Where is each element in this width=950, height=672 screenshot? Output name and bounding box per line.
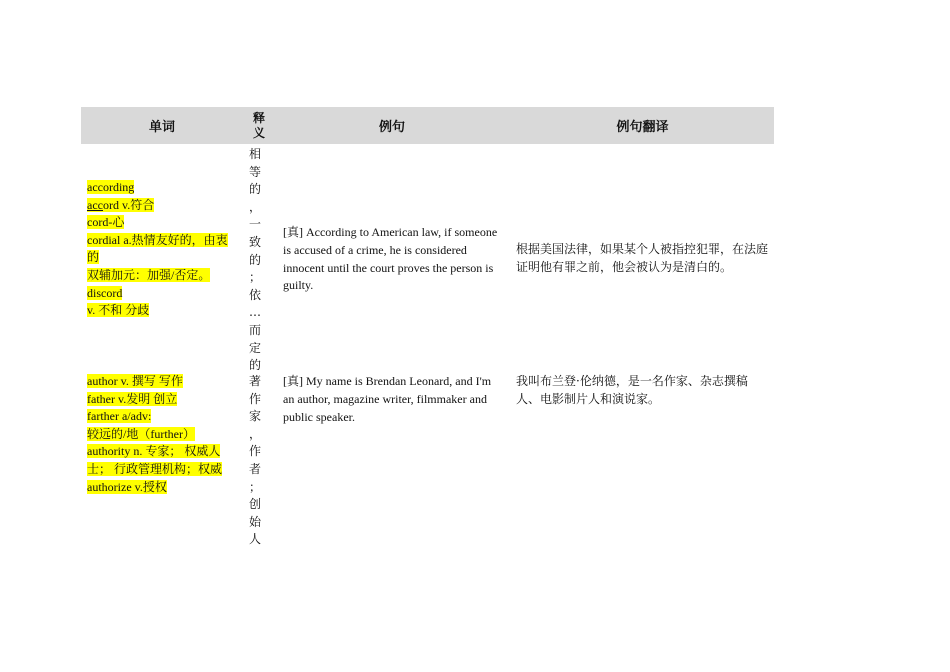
- definition-char: 的: [248, 252, 261, 267]
- definition-char: 创: [248, 497, 261, 512]
- definition-char: 致: [248, 234, 261, 249]
- word-line: authority n. 专家； 权威人士； 行政管理机构；权威: [87, 444, 223, 476]
- definition-char: …: [249, 305, 261, 320]
- row-1-translation: 根据美国法律，如果某个人被指控犯罪，在法庭证明他有罪之前，他会被认为是清白的。: [516, 242, 769, 274]
- word-line: ord v.符合: [102, 197, 155, 212]
- definition-char: 等: [248, 164, 261, 179]
- definition-char: 始: [248, 514, 261, 529]
- word-line: cord-心: [87, 215, 125, 230]
- definition-char: 的: [248, 358, 261, 373]
- definition-char: 相: [248, 147, 261, 161]
- word-line: 双辅加元：加强/否定。: [87, 267, 211, 282]
- definition-char: ；: [248, 270, 261, 285]
- definition-char: 的: [248, 182, 261, 197]
- word-prefix: acc: [87, 197, 103, 212]
- row-1-example: [真] According to American law, if someone is accused of a crime, he is considered innocent until the court proves the person is guilty.: [283, 225, 498, 293]
- definition-char: 人: [248, 532, 261, 547]
- word-line: 较远的/地（further）: [87, 426, 195, 441]
- header-definition-char: 义: [252, 125, 265, 140]
- header-word: 单词: [148, 119, 175, 134]
- definition-char: 著: [248, 374, 261, 388]
- definition-char: 作: [248, 444, 261, 459]
- definition-char: ，: [248, 199, 261, 214]
- word-line: father v.发明 创立: [87, 391, 178, 406]
- header-example: 例句: [378, 119, 405, 134]
- definition-char: 者: [248, 461, 261, 476]
- word-line: author v. 撰写 写作: [87, 374, 183, 388]
- header-definition: [249, 107, 269, 144]
- row-2-definition-cell: [248, 373, 262, 549]
- word-line: authorize v.授权: [87, 479, 167, 494]
- word-line: according: [87, 180, 135, 194]
- definition-char: 作: [248, 391, 261, 406]
- row-1-definition-cell: [248, 146, 262, 375]
- row-1-word-cell: [87, 179, 235, 320]
- table-header: [81, 107, 774, 144]
- definition-char: 家: [248, 409, 261, 424]
- row-2-word-cell: [87, 373, 235, 496]
- definition-char: 定: [248, 340, 261, 355]
- definition-char: 依: [248, 287, 261, 302]
- row-2-example: [真] My name is Brendan Leonard, and I'm an author, magazine writer, filmmaker and public speaker.: [283, 374, 492, 424]
- word-line: cordial a.热情友好的，由衷的: [87, 232, 228, 265]
- definition-char: 而: [248, 322, 261, 337]
- definition-char: 一: [248, 217, 261, 232]
- row-2-translation: 我叫布兰登·伦纳德，是一名作家、杂志撰稿人、电影制片人和演说家。: [516, 374, 748, 406]
- definition-char: ，: [248, 426, 261, 441]
- definition-char: ；: [248, 479, 261, 494]
- word-line: v. 不和 分歧: [87, 303, 150, 318]
- word-line: discord: [87, 285, 123, 300]
- header-translation: 例句翻译: [616, 119, 669, 134]
- word-line: farther a/adv:: [87, 409, 152, 424]
- header-definition-char: 释: [252, 110, 265, 125]
